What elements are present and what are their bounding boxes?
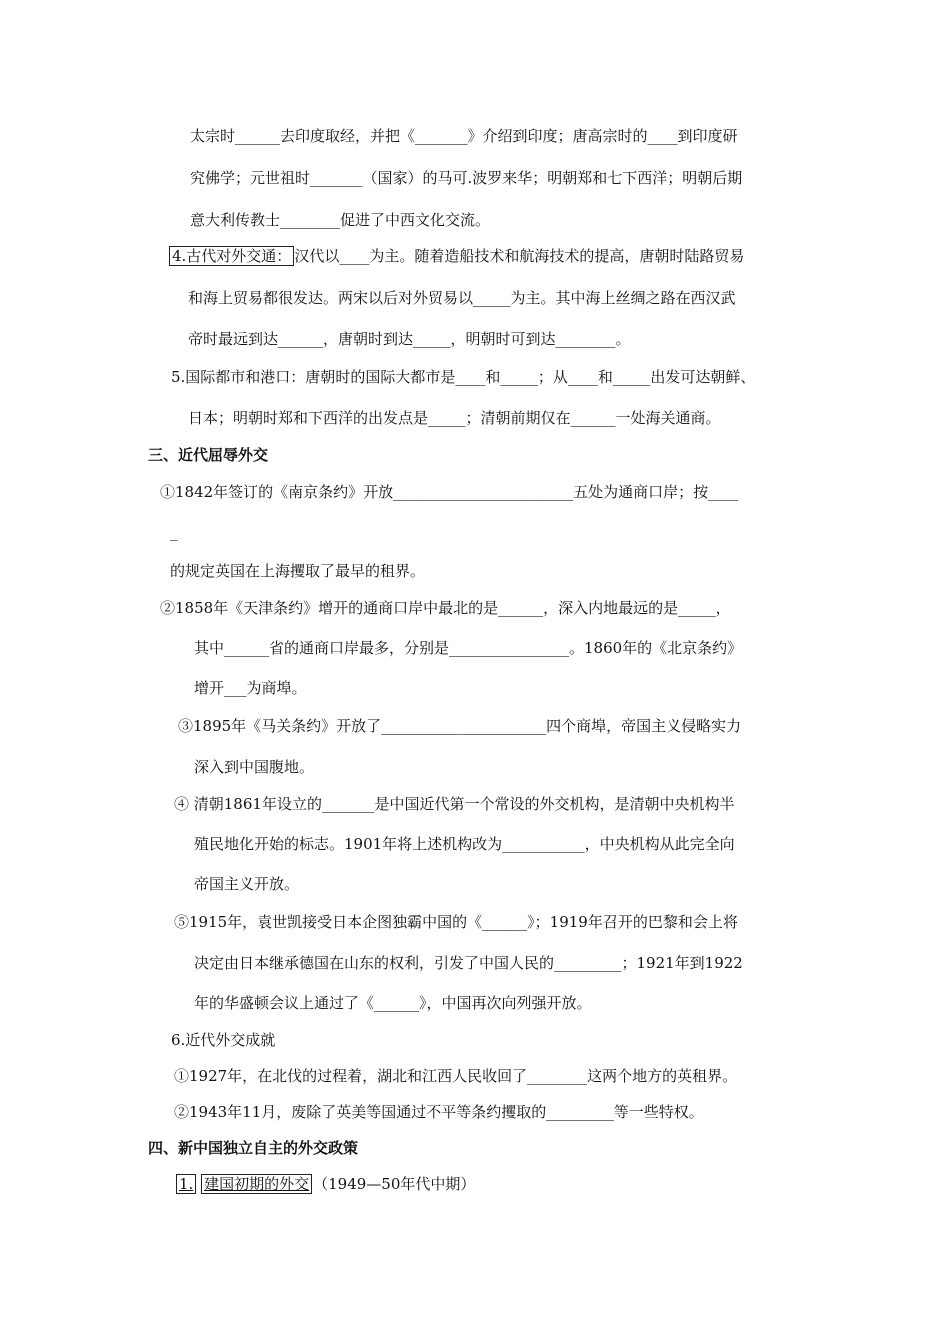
s3-item5-line2: 决定由日本继承德国在山东的权利，引发了中国人民的_________；1921年到1922	[194, 954, 743, 972]
para3-line3: 意大利传教士________促进了中西文化交流。	[190, 211, 491, 229]
item4-label: 4.古代对外交通：	[169, 246, 294, 266]
para3-line2: 究佛学；元世祖时_______（国家）的马可.波罗来华；明朝郑和七下西洋；明朝后期	[190, 169, 743, 187]
item5-line1: 5.国际都市和港口：唐朝时的国际大都市是____和_____；从____和_____出发可达朝鲜、	[171, 368, 756, 386]
s3-item6b: ②1943年11月，废除了英美等国通过不平等条约攫取的_________等一些特权。	[174, 1103, 704, 1121]
s4-item1-label: 建国初期的外交	[201, 1174, 312, 1194]
item4-line1-rest: 汉代以____为主。随着造船技术和航海技术的提高，唐朝时陆路贸易	[294, 247, 745, 265]
s3-item1-line3: 的规定英国在上海攫取了最早的租界。	[170, 562, 426, 580]
s3-item5-line1: ⑤1915年，袁世凯接受日本企图独霸中国的《______》；1919年召开的巴黎和会上将	[174, 913, 738, 931]
s4-item1-tail: （1949—50年代中期）	[313, 1175, 476, 1193]
s3-item5-line3: 年的华盛顿会议上通过了《______》，中国再次向列强开放。	[194, 994, 592, 1012]
item4-line3: 帝时最远到达______，唐朝时到达_____，明朝时可到达________。	[188, 330, 631, 348]
s3-item3-line1: ③1895年《马关条约》开放了______________________四个商埠，帝国主义侵略实力	[178, 717, 742, 735]
s3-item2-line1: ②1858年《天津条约》增开的通商口岸中最北的是______，深入内地最远的是_____，	[160, 599, 731, 617]
item4-line2: 和海上贸易都很发达。两宋以后对外贸易以_____为主。其中海上丝绸之路在西汉武	[188, 289, 736, 307]
s3-item1-line2: _	[170, 523, 178, 541]
s3-item4-line3: 帝国主义开放。	[194, 875, 300, 893]
s3-item4-line1: ④ 清朝1861年设立的_______是中国近代第一个常设的外交机构，是清朝中央机构半	[174, 795, 735, 813]
item5-line2: 日本；明朝时郑和下西洋的出发点是_____；清朝前期仅在______一处海关通商。	[188, 409, 721, 427]
s4-item1-number: 1.	[176, 1174, 196, 1194]
item4-line1	[169, 246, 744, 266]
section3-heading: 三、近代屈辱外交	[148, 446, 269, 464]
para3-line1: 太宗时______去印度取经，并把《_______》介绍到印度；唐高宗时的____到印度研	[190, 127, 738, 145]
s3-item2-line3: 增开___为商埠。	[194, 679, 307, 697]
s3-item6a: ①1927年，在北伐的过程着，湖北和江西人民收回了________这两个地方的英租界。	[174, 1067, 738, 1085]
item6-title: 6.近代外交成就	[171, 1031, 276, 1049]
s4-item1	[176, 1174, 475, 1194]
s3-item4-line2: 殖民地化开始的标志。1901年将上述机构改为___________，中央机构从此完全向	[194, 835, 735, 853]
s3-item3-line2: 深入到中国腹地。	[194, 758, 315, 776]
section4-heading: 四、新中国独立自主的外交政策	[148, 1139, 359, 1157]
s3-item2-line2: 其中______省的通商口岸最多，分别是________________。1860年的《北京条约》	[194, 639, 743, 657]
s3-item1-line1: ①1842年签订的《南京条约》开放________________________五处为通商口岸；按____	[160, 483, 739, 501]
